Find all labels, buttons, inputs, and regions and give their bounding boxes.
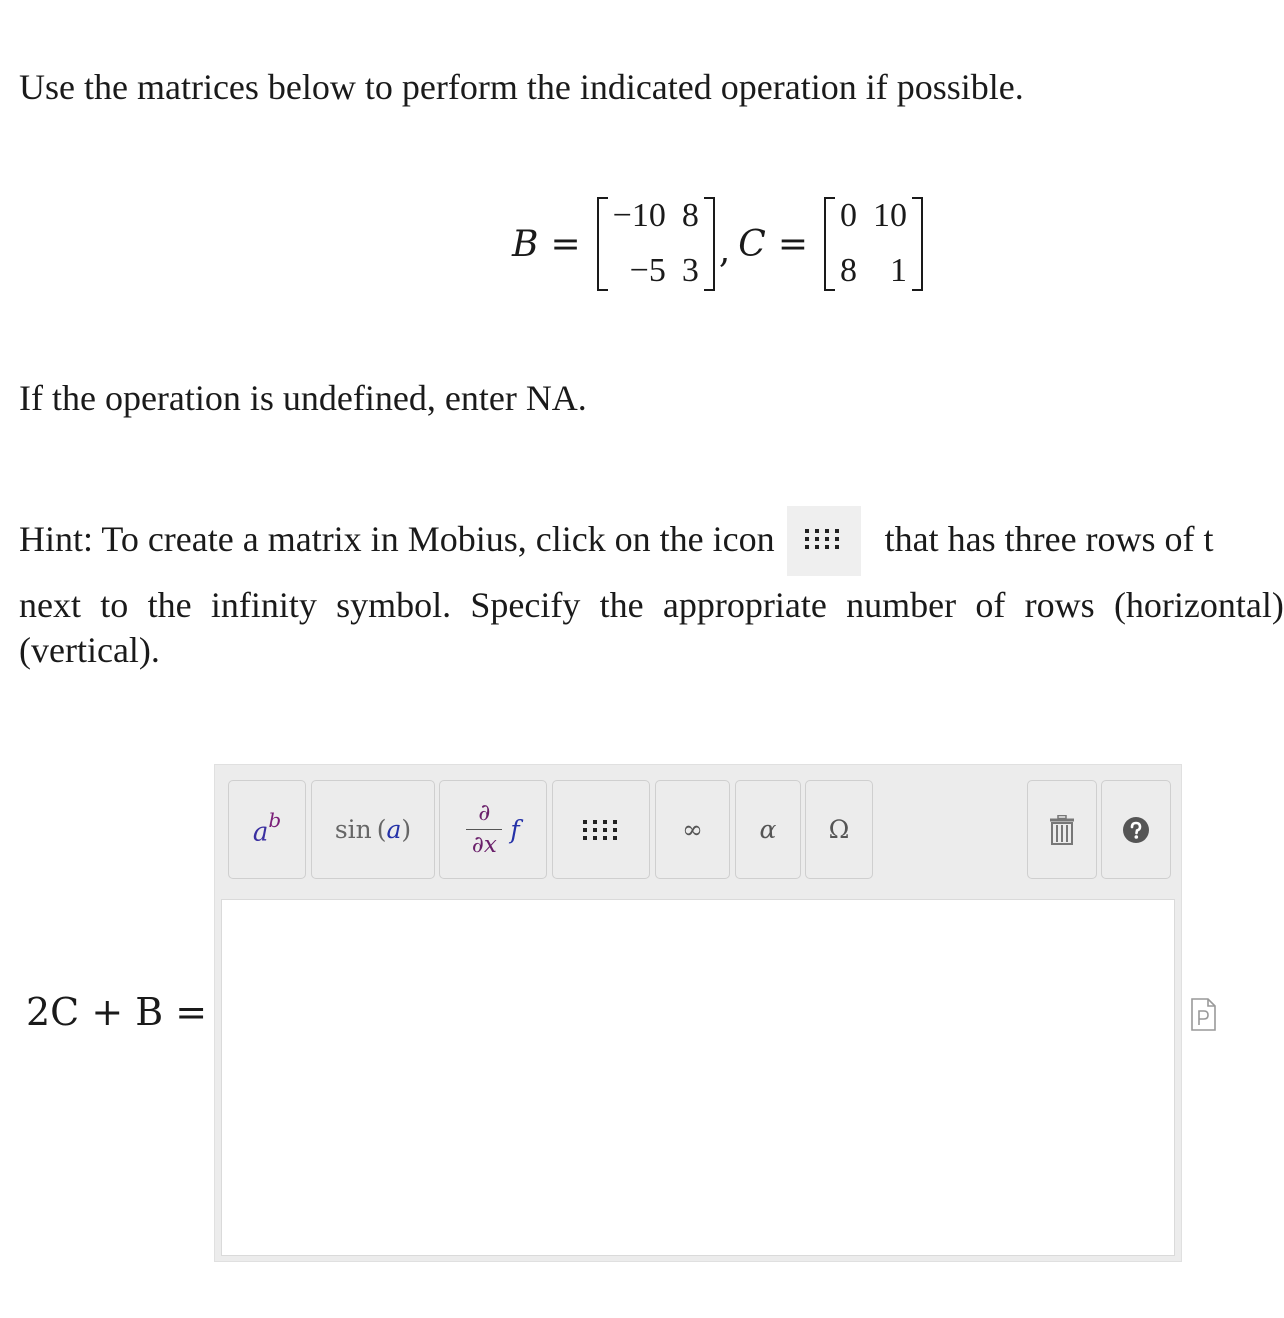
hint-word: next — [19, 585, 81, 625]
equals-sign: = — [550, 223, 581, 265]
hint-line-1 — [19, 506, 1284, 572]
derivative-icon: $\frac{\partial}{\partial x}$ f — [466, 802, 519, 857]
question-instruction: Use the matrices below to perform the indicated operation if possible. — [19, 67, 1024, 107]
matrix-c-name: C — [738, 223, 766, 265]
trash-icon — [1049, 815, 1075, 845]
undefined-note: If the operation is undefined, enter NA. — [19, 378, 587, 418]
matrix-cell: 0 — [840, 197, 857, 235]
matrix-definitions — [512, 196, 923, 292]
function-icon: sin (a) — [334, 815, 412, 844]
hint-word: Specify — [470, 585, 581, 625]
hint-word: the — [599, 585, 644, 625]
matrix-c — [824, 197, 923, 291]
matrix-icon — [787, 506, 861, 576]
hint-text-line3: (vertical). — [19, 630, 160, 670]
infinity-icon: ∞ — [682, 815, 703, 844]
hint-word: the — [147, 585, 192, 625]
document-icon[interactable] — [1191, 996, 1217, 1032]
hint-word: (horizontal) — [1113, 585, 1284, 625]
matrix-b-definition — [512, 197, 715, 291]
hint-word: infinity — [210, 585, 317, 625]
matrix-cell: 10 — [873, 197, 907, 235]
matrix-cell: 1 — [890, 252, 907, 289]
matrix-b-name: B — [512, 223, 539, 265]
hint-word: rows — [1024, 585, 1095, 625]
matrix-cell: −10 — [612, 197, 666, 235]
equals-sign: = — [777, 223, 808, 265]
superscript-icon: $a^b$ — [252, 807, 282, 848]
alpha-icon: α — [759, 815, 777, 844]
derivative-button[interactable] — [439, 780, 547, 879]
help-button[interactable] — [1101, 780, 1171, 879]
clear-button[interactable] — [1027, 780, 1097, 879]
greek-button[interactable] — [735, 780, 801, 879]
equation-editor — [214, 764, 1182, 1262]
hint-word: number — [846, 585, 957, 625]
help-icon — [1122, 816, 1150, 844]
hint-word: symbol. — [336, 585, 452, 625]
function-button[interactable] — [311, 780, 435, 879]
hint — [19, 506, 1284, 672]
hint-text-part2: that has three rows of t — [884, 519, 1214, 559]
hint-text-part1: Hint: To create a matrix in Mobius, click on the icon — [19, 519, 775, 559]
matrix-cell: 8 — [681, 197, 699, 235]
matrix-c-definition — [738, 197, 923, 291]
matrix-cell: 3 — [681, 252, 699, 289]
hint-word: of — [975, 585, 1006, 625]
hint-word: to — [100, 585, 129, 625]
special-symbols-button[interactable] — [805, 780, 873, 879]
infinity-button[interactable] — [655, 780, 730, 879]
omega-icon: Ω — [828, 815, 850, 844]
matrix-cell: 8 — [840, 252, 857, 289]
matrix-icon — [583, 820, 620, 840]
hint-word: appropriate — [662, 585, 827, 625]
answer-label: 2C + B = — [26, 990, 208, 1034]
matrix-cell: −5 — [629, 252, 666, 289]
matrix-b — [597, 197, 715, 291]
answer-input[interactable] — [221, 899, 1175, 1256]
hint-line-3 — [19, 628, 1284, 672]
matrix-button[interactable] — [552, 780, 650, 879]
comma: , — [718, 229, 731, 271]
superscript-button[interactable] — [228, 780, 306, 879]
